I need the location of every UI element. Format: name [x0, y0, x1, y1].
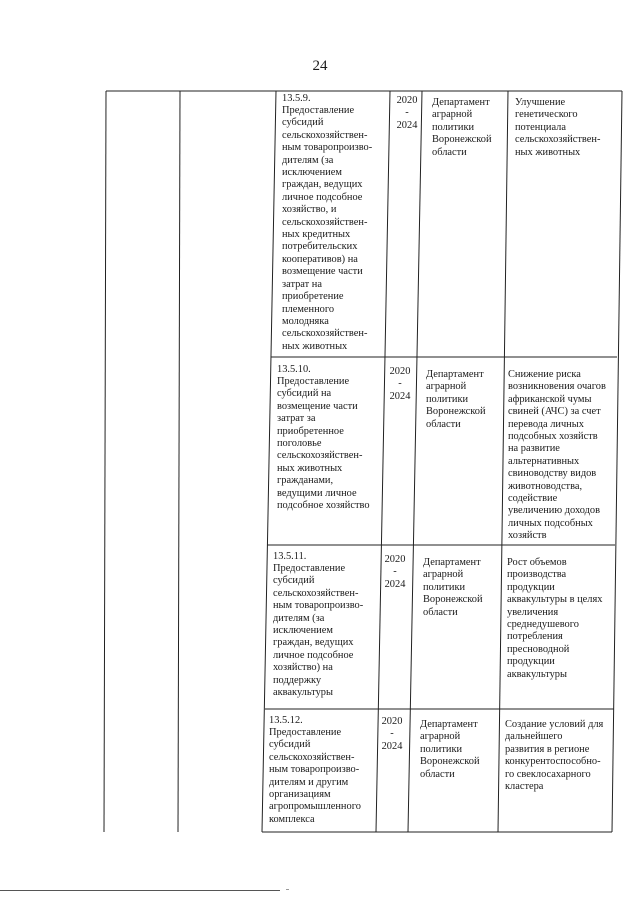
row-4-activity: Предоставление субсидий сельскохозяйствен- ным товаропроизво- дителям и другим организациям агропромышленного комплекса	[269, 727, 361, 825]
row-2-code: 13.5.10.	[277, 364, 311, 375]
row-2-activity: Предоставление субсидий на возмещение части затрат за приобретенное поголовье сельскохозяйствен- ных животных гражданами, ведущими личное подсобное хозяйство	[277, 376, 370, 512]
row-1-executor: Департамент аграрной политики Воронежской области	[432, 97, 492, 158]
row-2-executor: Департамент аграрной политики Воронежской области	[426, 369, 486, 430]
row-3-code: 13.5.11.	[273, 551, 307, 562]
row-3-result: Рост объемов производства продукции аквакультуры в целях увеличения среднедушевого потребления пресноводной продукции аквакультуры	[507, 557, 603, 680]
row-3-executor: Департамент аграрной политики Воронежской области	[423, 557, 483, 618]
row-4-years: 2020 - 2024	[381, 716, 403, 752]
row-4-executor: Департамент аграрной политики Воронежской области	[420, 719, 480, 780]
footer-rule	[0, 890, 280, 891]
row-4-result: Создание условий для дальнейшего развития в регионе конкурентоспособно- го свеклосахарного кластера	[505, 719, 604, 793]
footer-mark	[286, 889, 289, 890]
row-1-code: 13.5.9.	[282, 93, 311, 104]
row-1-result: Улучшение генетического потенциала сельскохозяйствен- ных животных	[515, 97, 601, 158]
row-3-activity: Предоставление субсидий сельскохозяйствен- ным товаропроизво- дителям (за исключением граждан, ведущих личное подсобное хозяйство) на поддержку аквакультуры	[273, 563, 364, 699]
row-1-years: 2020 - 2024	[396, 95, 418, 131]
table-border-left	[104, 91, 106, 832]
row-4-code: 13.5.12.	[269, 715, 303, 726]
page-number: 24	[312, 58, 328, 74]
row-2-result: Снижение риска возникновения очагов африканской чумы свиней (АЧС) за счет перевода личных подсобных хозяйств на развитие альтернативных свиноводству видов животноводства, содействие увеличению доходов личных подсобных хозяйств	[508, 369, 606, 542]
row-3-years: 2020 - 2024	[384, 554, 406, 590]
table-col-line-1	[178, 91, 180, 832]
row-2-years: 2020 - 2024	[389, 366, 411, 402]
row-1-activity: Предоставление субсидий сельскохозяйствен- ным товаропроизво- дителям (за исключением граждан, ведущих личное подсобное хозяйство, и сельскохозяйствен- ных кредитных потребительских кооперативов) на возмещение части затрат на приобретение племенного молодняка сельскохозяйствен- ных животных	[282, 105, 373, 352]
